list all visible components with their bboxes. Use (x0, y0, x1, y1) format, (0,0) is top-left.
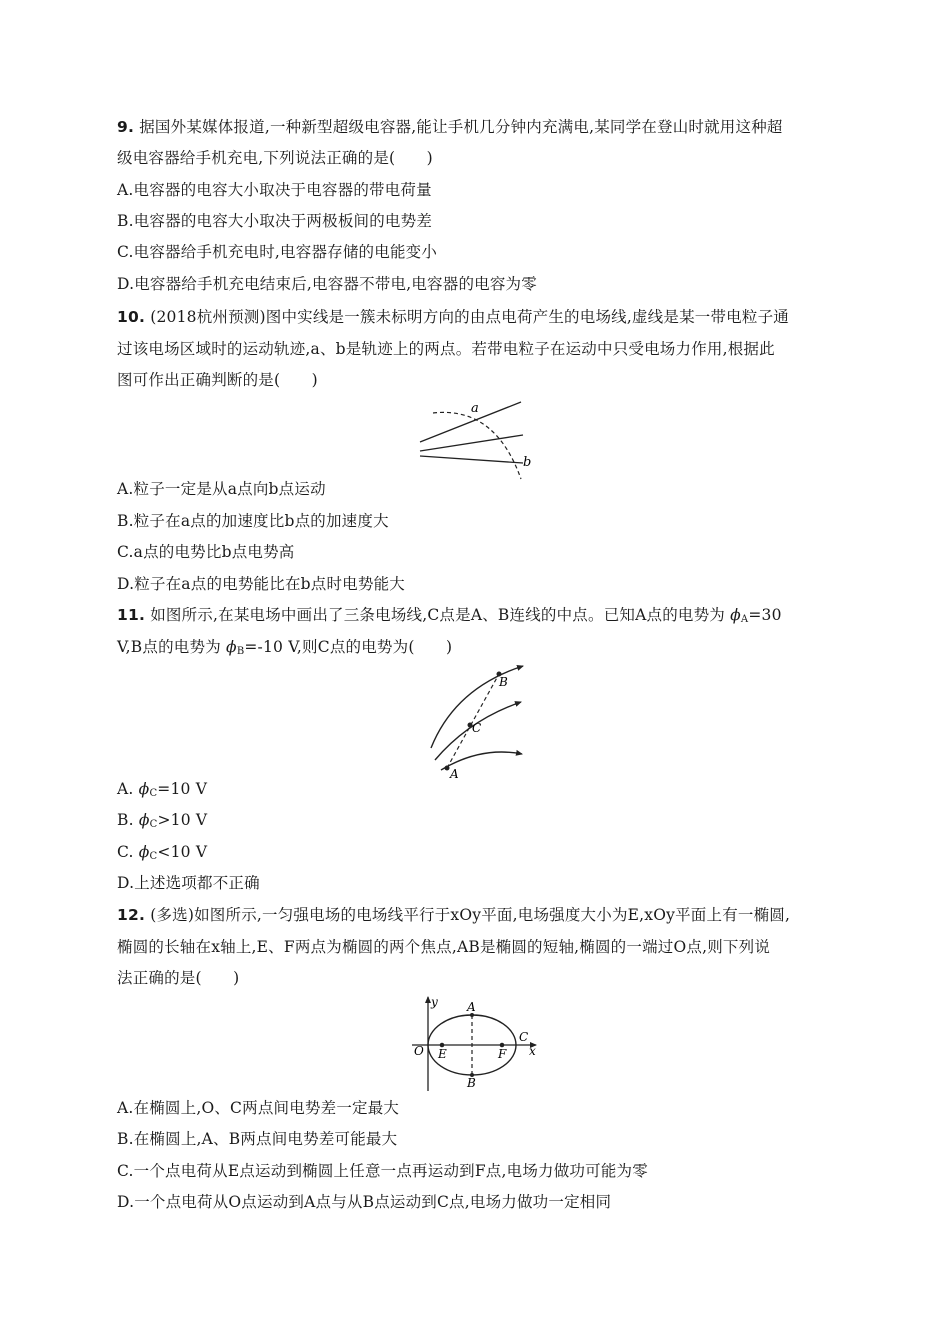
q9-number: 9. (117, 118, 135, 136)
q10-stem-line-1 (117, 307, 837, 327)
q11-val-b: =-10 V,则C点的电势为( ) (244, 638, 453, 656)
q11-option-c (117, 842, 837, 867)
q12-label-e: E (438, 1047, 447, 1061)
q12-figure (408, 993, 548, 1091)
q10-number: 10. (117, 308, 146, 326)
q12-option-d: D.一个点电荷从O点运动到A点与从B点运动到C点,电场力做功一定相同 (117, 1193, 612, 1211)
q11-option-c-sub: C (149, 851, 158, 862)
q12-label-f: F (498, 1047, 507, 1061)
q11-phi-a: ϕ (730, 606, 741, 624)
q12-number: 12. (117, 906, 146, 924)
q11-sub-a: A (740, 614, 749, 625)
q12-option-b: B.在椭圆上,A、B两点间电势差可能最大 (117, 1130, 398, 1148)
q12-stem-line-1 (117, 905, 837, 925)
q9-option-c: C.电容器给手机充电时,电容器存储的电能变小 (117, 243, 438, 261)
q10-label-a: a (471, 401, 479, 416)
q11-stem-line-1 (117, 605, 837, 630)
q10-option-c: C.a点的电势比b点电势高 (117, 543, 295, 561)
q9-stem-1: 据国外某媒体报道,一种新型超级电容器,能让手机几分钟内充满电,某同学在登山时就用这种超 (139, 118, 783, 136)
q9-option-d: D.电容器给手机充电结束后,电容器不带电,电容器的电容为零 (117, 275, 537, 293)
q10-label-b: b (523, 455, 532, 470)
q10-stem-2: 过该电场区域时的运动轨迹,a、b是轨迹上的两点。若带电粒子在运动中只受电场力作用,根据此 (117, 340, 775, 358)
q12-option-a: A.在椭圆上,O、C两点间电势差一定最大 (117, 1099, 400, 1117)
q11-option-d: D.上述选项都不正确 (117, 874, 260, 892)
q10-option-d: D.粒子在a点的电势能比在b点时电势能大 (117, 575, 405, 593)
q11-figure (425, 662, 527, 780)
q11-sub-b: B (236, 646, 245, 657)
q10-figure (415, 396, 535, 480)
q11-number: 11. (117, 606, 146, 624)
q12-stem-2: 椭圆的长轴在x轴上,E、F两点为椭圆的两个焦点,AB是椭圆的短轴,椭圆的一端过O点,则下列说 (117, 938, 771, 956)
q12-label-o: O (414, 1044, 424, 1058)
q11-point-a (445, 766, 450, 771)
q9-stem-2: 级电容器给手机充电,下列说法正确的是( ) (117, 149, 433, 167)
q11-option-c-rest: <10 V (157, 843, 208, 861)
q11-stem-1: 如图所示,在某电场中画出了三条电场线,C点是A、B连线的中点。已知A点的电势为 (150, 606, 725, 624)
q11-option-a-phi: ϕ (138, 780, 150, 798)
q9-option-b: B.电容器的电容大小取决于两极板间的电势差 (117, 212, 433, 230)
q11-stem-line-2 (117, 637, 837, 662)
q11-phi-b: ϕ (226, 638, 237, 656)
q10-stem-3: 图可作出正确判断的是( ) (117, 371, 318, 389)
q11-option-a (117, 779, 837, 804)
q10-option-a: A.粒子一定是从a点向b点运动 (117, 480, 326, 498)
q11-option-b-sub: C (149, 819, 158, 830)
q12-label-a: A (467, 1000, 476, 1014)
q11-option-b-phi: ϕ (138, 811, 150, 829)
q10-option-b: B.粒子在a点的加速度比b点的加速度大 (117, 512, 389, 530)
q12-label-c: C (519, 1030, 529, 1044)
q12-label-b: B (467, 1076, 476, 1090)
q11-option-c-prefix: C. (117, 843, 134, 861)
q11-option-a-sub: C (149, 788, 158, 799)
q11-label-a: A (450, 767, 459, 780)
q11-stem-2a: V,B点的电势为 (117, 638, 221, 656)
q11-option-c-phi: ϕ (138, 843, 150, 861)
q10-trajectory (433, 412, 521, 479)
q11-option-b (117, 810, 837, 835)
q11-option-a-rest: =10 V (157, 780, 208, 798)
q11-val-a: =30 (748, 606, 782, 624)
q11-option-a-prefix: A. (117, 780, 134, 798)
q9-option-a: A.电容器的电容大小取决于电容器的带电荷量 (117, 181, 432, 199)
q12-label-y: y (431, 995, 438, 1009)
q12-stem-3: 法正确的是( ) (117, 969, 240, 987)
q11-label-c: C (472, 721, 482, 735)
q11-option-b-rest: >10 V (157, 811, 208, 829)
q10-field-line-3 (420, 456, 523, 463)
q12-label-x: x (529, 1044, 536, 1058)
q12-option-c: C.一个点电荷从E点运动到椭圆上任意一点再运动到F点,电场力做功可能为零 (117, 1162, 648, 1180)
q10-stem-1: (2018杭州预测)图中实线是一簇未标明方向的由点电荷产生的电场线,虚线是某一带电粒子通 (150, 308, 789, 326)
q9-stem-line-1 (117, 117, 837, 137)
q11-label-b: B (499, 675, 508, 689)
q12-stem-1: (多选)如图所示,一匀强电场的电场线平行于xOy平面,电场强度大小为E,xOy平面上有一椭圆, (150, 906, 791, 924)
q11-option-b-prefix: B. (117, 811, 134, 829)
q10-field-line-2 (420, 435, 523, 451)
